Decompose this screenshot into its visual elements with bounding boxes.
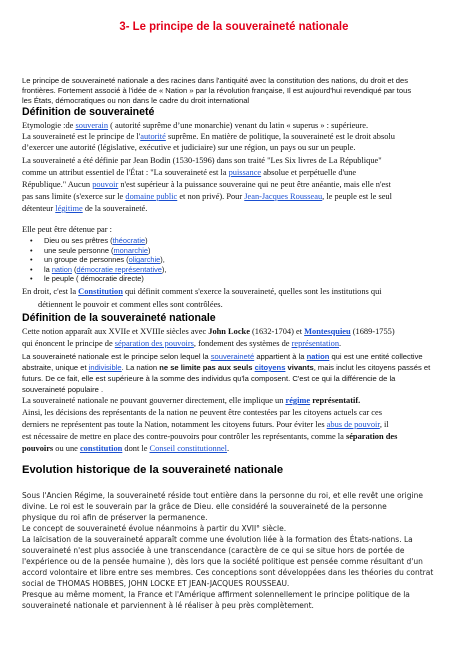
text-run: .: [339, 339, 342, 348]
text-run: John Locke: [208, 327, 250, 336]
intro-line: frontières. Fortement associé à l'idée de « Nation » par la révolution française, Il est aujourd'hui revendiqué par tous: [22, 86, 412, 95]
paragraph-line: Sous l'Ancien Régime, la souveraineté réside tout entière dans la personne du roi, et elle revêt une origine: [22, 491, 423, 500]
text-run: , il: [379, 420, 389, 429]
text-run: dont le: [122, 444, 150, 453]
text-run: , le peuple est le seul: [322, 192, 392, 201]
text-run: ( autorité suprême d’une monarchie) venant du latin « superus » : supérieure.: [108, 121, 369, 130]
link-legitime[interactable]: légitime: [55, 204, 83, 213]
text-run: comme un attribut essentiel de l'État : "La souveraineté est la: [22, 168, 229, 177]
link-monarchie[interactable]: monarchie: [113, 245, 148, 255]
text-run: qui définit comment s'exerce la souveraineté, quelles sont les institutions qui: [122, 287, 382, 296]
text-run: République." Aucun: [22, 180, 93, 189]
text-run: .: [226, 444, 230, 453]
text-run: ): [147, 245, 151, 255]
page-title: 3- Le principe de la souveraineté nationale: [119, 21, 349, 33]
text-run: le peuple ( démocratie directe): [44, 274, 144, 284]
section-heading-evolution: Evolution historique de la souveraineté nationale: [22, 464, 284, 476]
link-pouvoir[interactable]: pouvoir: [92, 180, 119, 189]
text-run: , mais inclut les citoyens passés et: [313, 363, 431, 372]
link-oligarchie[interactable]: oligarchie: [128, 255, 161, 265]
paragraph-line: [22, 121, 368, 130]
text-run: , fondement des systèmes de: [193, 339, 292, 348]
paragraph-line: physique du roi afin de préserver la permanence.: [22, 513, 208, 522]
paragraph-line: [22, 432, 397, 441]
bullet-icon: •: [30, 245, 33, 255]
paragraph-line: [22, 420, 389, 429]
intro-line: les États, démocratiques ou non dans le cadre du droit international: [22, 96, 250, 105]
text-run: séparation des: [345, 432, 398, 441]
link-conseil-constitutionnel[interactable]: Conseil constitutionnel: [149, 444, 227, 453]
paragraph-line: souveraineté n'est plus associée à une transcendance (caractère de ce qui se situe hors de portée de: [22, 546, 405, 555]
text-run: vivants: [285, 363, 314, 372]
paragraph-line: futurs. De ce fait, elle est supérieure à la somme des individus qu'la composent. C'est ce qui la différencie de la: [22, 374, 396, 383]
text-run: La souveraineté nationale est le principe selon lequel la: [22, 352, 211, 361]
section-heading-definition: Définition de souveraineté: [22, 106, 155, 118]
text-run: pouvoirs: [22, 444, 54, 453]
list-intro: Elle peut être détenue par :: [22, 225, 112, 234]
text-run: (: [71, 264, 77, 274]
text-run: (1632-1704) et: [249, 327, 305, 336]
link-nation-2[interactable]: nation: [306, 352, 330, 361]
paragraph-line: [22, 287, 382, 296]
text-run: Dieu ou ses prêtres (: [44, 236, 113, 245]
link-representation[interactable]: représentation: [291, 339, 340, 348]
link-democratie-representative[interactable]: démocratie représentative: [76, 264, 162, 274]
text-run: ),: [161, 264, 167, 274]
paragraph-line: d’exercer une autorité (législative, exécutive et judiciaire) sur une région, un pays ou sur un peuple.: [22, 143, 356, 152]
text-run: détenteur: [22, 204, 56, 213]
text-run: abstraite, unique et: [22, 363, 89, 372]
link-citoyens[interactable]: citoyens: [254, 363, 286, 372]
link-separation-des-pouvoirs[interactable]: séparation des pouvoirs: [114, 339, 194, 348]
paragraph-line: [22, 132, 395, 141]
text-run: est nécessaire de mettre en place des contre-pouvoirs pour contrôler les représentants, comme la: [22, 432, 346, 441]
text-run: qui énoncent le principe de: [22, 339, 115, 348]
paragraph-line: [22, 168, 356, 177]
text-run: ou une: [53, 444, 80, 453]
intro-line: Le principe de souveraineté nationale a des racines dans l'antiquité avec la constitution des nations, du droit et des: [22, 76, 409, 85]
link-rousseau[interactable]: Jean-Jacques Rousseau: [244, 192, 323, 201]
paragraph-line: Presque au même moment, la France et l'Amérique affirment solennellement le principe politique de la: [22, 590, 410, 599]
link-puissance[interactable]: puissance: [228, 168, 262, 177]
text-run: n'est supérieur à la puissance souveraine qui ne peut être anéantie, mais elle n'est: [118, 180, 391, 189]
link-montesquieu[interactable]: Montesquieu: [304, 327, 351, 336]
text-run: une seule personne (: [44, 245, 114, 255]
section-heading-definition-nationale: Définition de la souveraineté nationale: [22, 312, 216, 324]
link-theocratie[interactable]: théocratie: [112, 236, 146, 245]
text-run: derniers ne représentent pas toute la Nation, notamment les citoyens futurs. Pour éviter les: [22, 420, 327, 429]
paragraph-line: Ainsi, les décisions des représentants de la nation ne peuvent être contestées par les citoyens actuels car ces: [22, 408, 382, 417]
paragraph-line: La souveraineté a été définie par Jean Bodin (1530-1596) dans son traité "Les Six livres de La République": [22, 156, 382, 165]
text-run: de la souveraineté.: [82, 204, 148, 213]
link-souverainete[interactable]: souveraineté: [210, 352, 255, 361]
text-run: absolue et perpétuelle d'une: [261, 168, 357, 177]
text-run: qui est une entité collective: [329, 352, 423, 361]
link-domaine-public[interactable]: domaine public: [125, 192, 178, 201]
list-item: [30, 246, 166, 256]
bullet-icon: •: [30, 255, 33, 265]
paragraph-line: accord volontaire et libre entre ses membres. Ces conceptions sont développées dans les théories du contrat: [22, 568, 434, 577]
paragraph-line: La laïcisation de la souveraineté apparaît comme une évolution liée à la formation des États-nations. La: [22, 535, 413, 544]
link-abus-de-pouvoir[interactable]: abus de pouvoir: [326, 420, 380, 429]
bullet-icon: •: [30, 274, 33, 284]
paragraph-line: [22, 396, 360, 405]
paragraph-line: divine. Le roi est le souverain par la grâce de Dieu. elle considéré la souveraineté de la personne: [22, 502, 387, 511]
paragraph-line: souveraineté nationale et parviennent à lé réaliser à peu près complètement.: [22, 601, 314, 610]
paragraph-line: [22, 363, 430, 372]
paragraph-line: l'expérience ou de la pensée humaine ), dès lors que la société politique est pensée comme résultant d'un: [22, 557, 423, 566]
text-run: Etymologie :de: [22, 121, 76, 130]
link-autorite[interactable]: autorité: [140, 132, 166, 141]
text-run: appartient à la: [254, 352, 307, 361]
paragraph-line: [22, 327, 395, 336]
bullet-icon: •: [30, 236, 33, 245]
text-run: représentatif.: [310, 396, 361, 405]
list-item: [30, 255, 166, 265]
paragraph-line: [22, 204, 147, 213]
link-constitution[interactable]: Constitution: [78, 287, 123, 296]
paragraph-line: [22, 339, 341, 348]
paragraph-line: [22, 444, 229, 453]
text-run: Cette notion apparaît aux XVIIe et XVIIIe siècles avec: [22, 327, 209, 336]
text-run: ne se limite pas aux seuls: [159, 363, 255, 372]
link-souverain[interactable]: souverain: [75, 121, 109, 130]
paragraph-line: [22, 192, 392, 201]
list-item: [30, 265, 166, 275]
text-run: et non privé). Pour: [177, 192, 245, 201]
text-run: la: [44, 264, 52, 274]
list-item: [30, 274, 166, 284]
link-constitution-2[interactable]: constitution: [79, 444, 123, 453]
text-run: (1689-1755): [350, 327, 395, 336]
link-regime[interactable]: régime: [285, 396, 311, 405]
list-item: [30, 236, 166, 246]
text-run: un groupe de personnes (: [44, 255, 129, 265]
text-run: suprême. En matière de politique, la souveraineté est le droit absolu: [165, 132, 395, 141]
link-nation[interactable]: nation: [51, 264, 72, 274]
text-run: En droit, c'est la: [22, 287, 79, 296]
text-run: La souveraineté nationale ne pouvant gouverner directement, elle implique un: [22, 396, 286, 405]
bullet-icon: •: [30, 264, 33, 274]
text-run: ): [145, 236, 148, 245]
holder-list: [30, 236, 166, 284]
text-run: . La nation: [121, 363, 160, 372]
text-run: ),: [160, 255, 165, 265]
paragraph-line: [22, 352, 423, 361]
paragraph-line: social de THOMAS HOBBES, JOHN LOCKE ET JEAN-JACQUES ROUSSEAU.: [22, 579, 290, 588]
text-run: pas sans limite (s'exerce sur le: [22, 192, 126, 201]
paragraph-line: Le concept de souveraineté évolue néanmoins à partir du XVII° siècle.: [22, 524, 287, 533]
paragraph-line: [22, 180, 391, 189]
paragraph-line: souveraineté populaire .: [22, 385, 104, 394]
link-indivisible[interactable]: indivisible: [88, 363, 122, 372]
text-run: La souveraineté est le principe de l': [22, 132, 141, 141]
paragraph-line: détiennent le pouvoir et comment elles sont contrôlées.: [38, 300, 223, 309]
